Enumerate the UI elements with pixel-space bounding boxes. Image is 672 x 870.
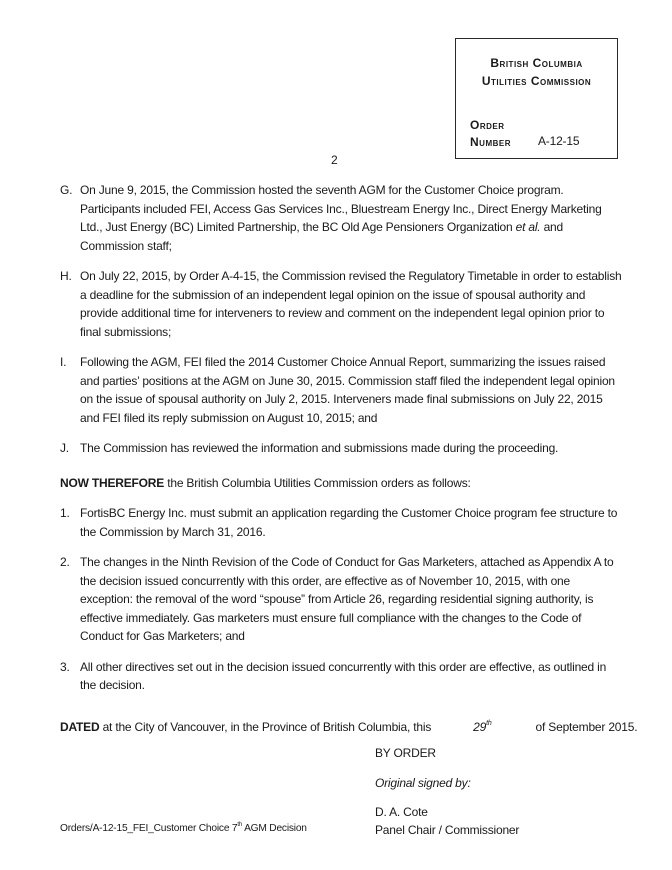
recital-label: H.	[60, 269, 72, 283]
spacer	[60, 255, 625, 267]
commission-name-line2: Utilities Commission	[481, 74, 592, 88]
spacer	[60, 427, 625, 439]
dated-month-year: of September 2015.	[535, 720, 638, 734]
signed-note: Original signed by:	[375, 776, 471, 790]
recital-g	[60, 181, 625, 255]
recital-text: The Commission has reviewed the information and submissions made during the proceeding.	[80, 441, 559, 455]
by-order: BY ORDER	[375, 746, 436, 760]
recital-j	[60, 439, 625, 458]
footer-superscript: th	[237, 822, 242, 828]
dated-text: at the City of Vancouver, in the Province of British Columbia, this	[99, 720, 432, 734]
order-item-label: 3.	[60, 659, 70, 674]
signatory-name: D. A. Cote	[375, 805, 428, 819]
spacer	[60, 541, 625, 553]
recital-label: G.	[60, 183, 73, 197]
spacer	[60, 341, 625, 353]
order-item-3	[60, 658, 625, 695]
dated-day	[473, 715, 491, 737]
footer-text-end: AGM Decision	[242, 823, 307, 834]
recital-text-part: On June 9, 2015, the Commission hosted the seventh AGM for the Customer Choice program. Participants included FEI, Access Gas Services Inc., Bluestream Energy Inc., Direct Energy Marketing Ltd., Just Energy (BC) Limited Partnership, the BC Old Age Pensioners Organization	[80, 183, 602, 234]
order-item-label: 1.	[60, 506, 70, 520]
now-therefore-text: the British Columbia Utilities Commission orders as follows:	[164, 475, 471, 490]
order-body	[60, 181, 625, 695]
order-item-text: The changes in the Ninth Revision of the Code of Conduct for Gas Marketers, attached as Appendix A to the decision issued concurrently with this order, are effective as of November 10, 2015, with one exception: the removal of the word “spouse” from Article 26, regarding residential signing authority, is effective immediately. Gas marketers must ensure full compliance with the changes to the Code of Conduct for Gas Marketers; and	[80, 555, 614, 643]
recital-text-italic: et al.	[515, 220, 541, 234]
recital-text: Following the AGM, FEI filed the 2014 Customer Choice Annual Report, summarizing the issues raised and parties’ positions at the AGM on June 30, 2015. Commission staff filed the independent legal opinion on the issue of spousal authority on July 2, 2015. Interveners made final submissions on July 22, 2015 and FEI filed its reply submission on August 10, 2015; and	[80, 355, 615, 425]
recital-label: J.	[60, 441, 69, 455]
recital-label: I.	[60, 355, 67, 369]
dated-statement	[60, 715, 638, 737]
order-number-value: A-12-15	[538, 134, 580, 148]
spacer	[60, 646, 625, 658]
commission-name	[456, 54, 617, 90]
now-therefore-statement	[60, 474, 625, 493]
recital-i	[60, 353, 625, 427]
order-item-label: 2.	[60, 555, 70, 569]
recital-text	[80, 181, 625, 255]
signatory-title: Panel Chair / Commissioner	[375, 823, 520, 837]
order-label-line1: Order	[470, 118, 505, 132]
recital-text-part: and Commission staff;	[80, 220, 564, 253]
page-number: 2	[331, 153, 338, 167]
footer-text: Orders/A-12-15_FEI_Customer Choice 7	[60, 823, 238, 834]
spacer	[60, 458, 625, 474]
dated-keyword: DATED	[60, 720, 100, 734]
order-number-label	[470, 117, 511, 151]
order-header-box	[455, 38, 618, 159]
recital-h	[60, 267, 625, 341]
recital-text: On July 22, 2015, by Order A-4-15, the Commission revised the Regulatory Timetable in order to establish a deadline for the submission of an independent legal opinion on the issue of spousal authority and provide additional time for interveners to review and comment on the independent legal opinion prior to final submissions;	[80, 269, 622, 339]
document-footer	[60, 822, 307, 834]
spacer	[60, 492, 625, 504]
dated-day-suffix: th	[486, 720, 492, 727]
order-item-text: All other directives set out in the decision issued concurrently with this order are effective, as outlined in the decision.	[80, 659, 607, 692]
commission-name-line1: British Columbia	[490, 56, 583, 70]
now-therefore-keyword: NOW THEREFORE	[60, 475, 165, 490]
order-item-1	[60, 504, 625, 541]
dated-text-group	[60, 718, 431, 737]
order-item-2	[60, 553, 625, 646]
order-label-line2: Number	[470, 135, 511, 149]
order-item-text: FortisBC Energy Inc. must submit an application regarding the Customer Choice program fee structure to the Commission by March 31, 2016.	[80, 506, 618, 539]
dated-day-number: 29	[473, 720, 487, 734]
